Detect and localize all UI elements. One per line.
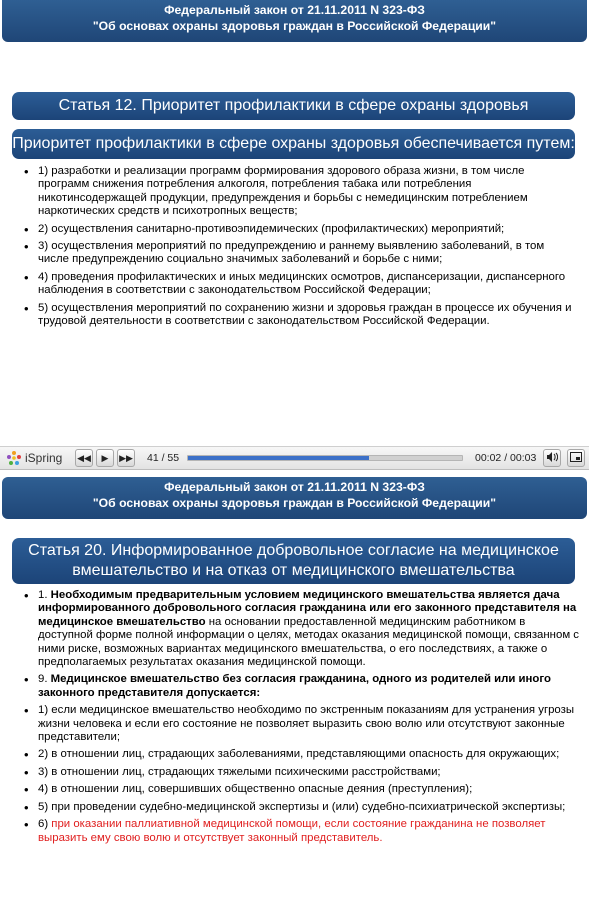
progress-fill xyxy=(188,456,369,460)
article-title-line2: вмешательство и на отказ от медицинского вмешательства xyxy=(72,562,515,579)
volume-icon xyxy=(546,452,558,464)
next-icon: ▶▶ xyxy=(119,452,133,463)
list-item: • 1) если медицинское вмешательство необходимо по экстренным показаниям для устранения угрозы жизни человека и если его состояние не позволяет выразить свою волю или отсутствуют законные представители; xyxy=(22,704,582,744)
prev-button[interactable] xyxy=(75,449,93,467)
list-item xyxy=(22,673,582,700)
fullscreen-button[interactable] xyxy=(567,449,585,467)
article-subtitle: Приоритет профилактики в сфере охраны здоровья обеспечивается путем: xyxy=(12,129,575,159)
player-bar xyxy=(0,446,589,470)
list-item xyxy=(22,818,582,845)
bullet-list xyxy=(22,589,582,849)
item-red-text: при оказании паллиативной медицинской помощи, если состояние гражданина не позволяет выразить ему свою волю и отсутствует законный представитель. xyxy=(38,818,546,844)
progress-bar[interactable] xyxy=(187,455,463,461)
play-icon: ▶ xyxy=(101,452,109,463)
article-title-line1: Статья 20. Информированное добровольное согласие на медицинское xyxy=(28,542,559,559)
law-banner xyxy=(2,477,587,519)
item-bold-text: Медицинское вмешательство без согласия гражданина, одного из родителей или иного законного представителя допускается: xyxy=(38,673,551,699)
list-item: • 2) осуществления санитарно-противоэпидемических (профилактических) мероприятий; xyxy=(22,223,578,236)
next-button[interactable] xyxy=(117,449,135,467)
ispring-logo-icon xyxy=(6,450,22,466)
logo-text: iSpring xyxy=(25,451,63,465)
item-number: 6) xyxy=(38,818,52,831)
article-title: Статья 12. Приоритет профилактики в сфере охраны здоровья xyxy=(12,92,575,120)
law-banner-line1: Федеральный закон от 21.11.2011 N 323-ФЗ xyxy=(164,3,425,17)
list-item: • 5) при проведении судебно-медицинской экспертизы и (или) судебно-психиатрической экспертизы; xyxy=(22,801,582,814)
list-item: • 4) проведения профилактических и иных медицинских осмотров, диспансеризации, диспансерного наблюдения в соответствии с законодательством Российской Федерации; xyxy=(22,271,578,298)
article-title xyxy=(12,538,575,584)
law-banner-line1: Федеральный закон от 21.11.2011 N 323-ФЗ xyxy=(164,480,425,494)
list-item: • 5) осуществления мероприятий по сохранению жизни и здоровья граждан в процессе их обучения и трудовой деятельности в соответствии с законодательством Российской Федерации. xyxy=(22,302,578,329)
list-item: • 4) в отношении лиц, совершивших общественно опасные деяния (преступления); xyxy=(22,783,582,796)
list-item: • 3) осуществления мероприятий по предупреждению и раннему выявлению заболеваний, в том числе предупреждению социально значимых заболеваний и борьбе с ними; xyxy=(22,240,578,267)
play-button[interactable] xyxy=(96,449,114,467)
item-number: 9. xyxy=(38,673,51,686)
volume-button[interactable] xyxy=(543,449,561,467)
fullscreen-icon xyxy=(570,452,582,464)
list-item xyxy=(22,589,582,669)
list-item: • 2) в отношении лиц, страдающих заболеваниями, представляющими опасность для окружающих; xyxy=(22,748,582,761)
law-banner-line2: "Об основах охраны здоровья граждан в Российской Федерации" xyxy=(92,496,497,510)
time-readout: 00:02 / 00:03 xyxy=(475,452,537,464)
bullet-list xyxy=(22,165,578,332)
law-banner-line2: "Об основах охраны здоровья граждан в Российской Федерации" xyxy=(92,19,497,33)
ispring-logo[interactable] xyxy=(6,450,72,466)
list-item: • 3) в отношении лиц, страдающих тяжелыми психическими расстройствами; xyxy=(22,766,582,779)
list-item: • 1) разработки и реализации программ формирования здорового образа жизни, в том числе программ снижения потребления алкоголя, потребления табака или потребления никотинсодержащей продукции, предупреждения и борьбы с немедицинским потреблением наркотических средств и психотропных веществ; xyxy=(22,165,578,219)
item-number: 1. xyxy=(38,589,51,601)
prev-icon: ◀◀ xyxy=(77,452,91,463)
item-text: на основании предоставленной медицинским работником в доступной форме полной информации о целях, методах оказания медицинской помощи, связанном с ними риске, возможных вариантах медицинского вмешательства, о его последствиях, а также о предполагаемых результатах оказания медицинской помощи. xyxy=(38,615,580,669)
law-banner xyxy=(2,0,587,42)
slide-counter: 41 / 55 xyxy=(147,452,180,464)
item-bold-text: Необходимым предварительным условием медицинского вмешательства является дача информированного добровольного согласия гражданина или его законного представителя на медицинское вмешательство xyxy=(38,589,577,628)
